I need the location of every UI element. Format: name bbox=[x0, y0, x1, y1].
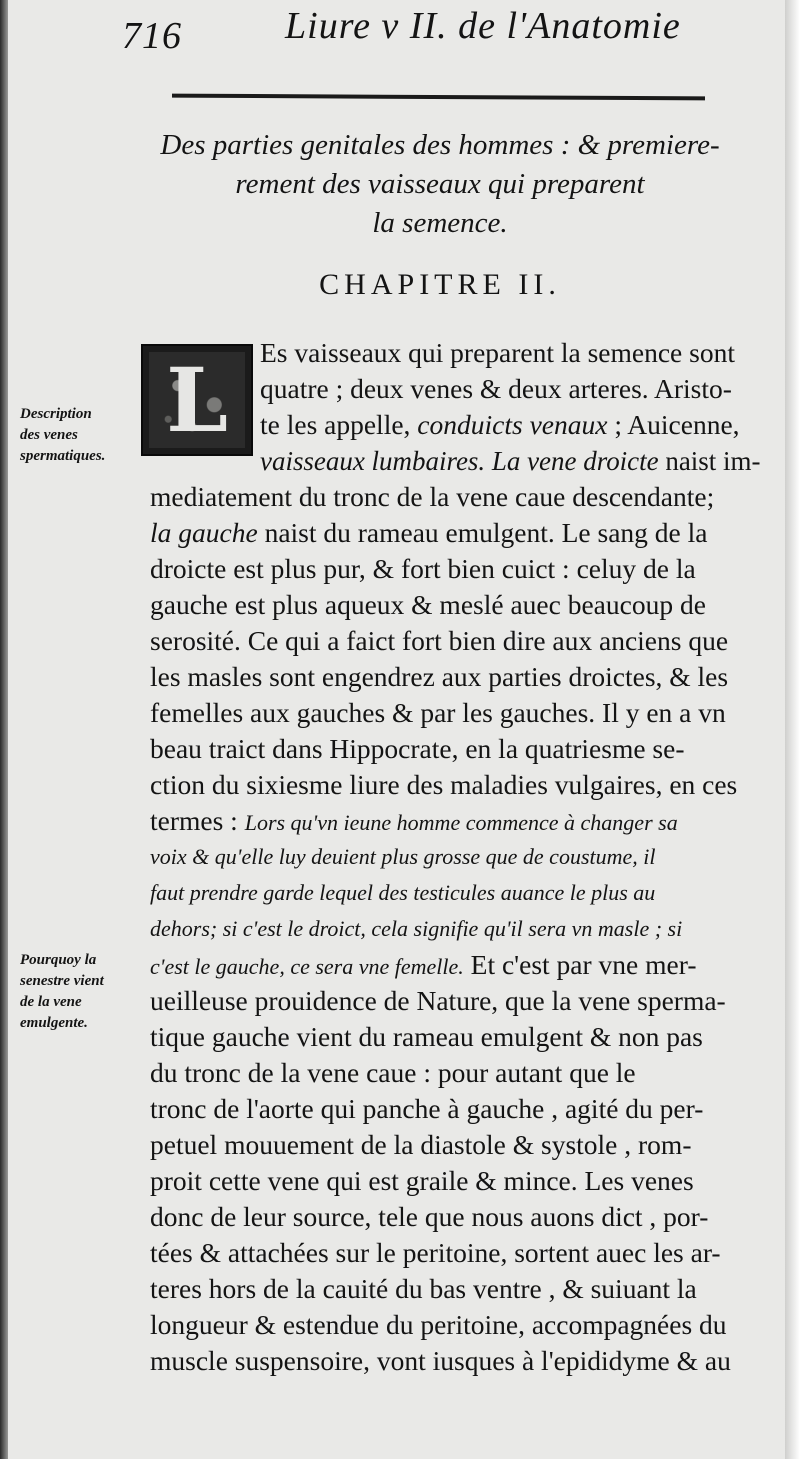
body-italic-text: vaisseaux lumbaires. La vene droicte bbox=[260, 445, 659, 476]
binding-shadow bbox=[0, 0, 8, 1459]
section-title bbox=[120, 126, 760, 243]
body-italic-text: faut prendre garde lequel des testicules auance le plus au bbox=[150, 880, 656, 905]
paper-edge bbox=[785, 0, 800, 1459]
body-line bbox=[150, 948, 696, 984]
drop-cap-letter: L bbox=[149, 352, 245, 448]
margin-note-line: des venes bbox=[20, 427, 78, 443]
body-line bbox=[150, 804, 678, 840]
margin-note-pourquoy bbox=[20, 950, 154, 1034]
body-line: droicte est plus pur, & fort bien cuict : celuy de la bbox=[150, 553, 696, 584]
body-line: proit cette vene qui est graile & mince. Les venes bbox=[150, 1165, 694, 1196]
margin-note-line: emulgente. bbox=[20, 1015, 88, 1031]
margin-note-line: Description bbox=[20, 406, 92, 422]
body-text: ; Auicenne, bbox=[607, 409, 740, 440]
body-text: naist im- bbox=[658, 445, 761, 476]
body-line bbox=[260, 408, 740, 442]
body-text: termes : bbox=[150, 805, 245, 836]
body-line: muscle suspensoire, vont iusques à l'epididyme & au bbox=[150, 1345, 731, 1376]
page-number: 716 bbox=[122, 15, 182, 57]
body-line bbox=[150, 912, 682, 946]
body-italic-text: conduicts venaux bbox=[417, 409, 608, 440]
body-italic-text: c'est le gauche, ce sera vne femelle. bbox=[150, 954, 464, 979]
body-line: ction du sixiesme liure des maladies vulgaires, en ces bbox=[150, 769, 738, 800]
body-line: serosité. Ce qui a faict fort bien dire aux anciens que bbox=[150, 625, 729, 656]
body-text: naist du rameau emulgent. Le sang de la bbox=[257, 517, 708, 548]
body-line: quatre ; deux venes & deux arteres. Aristo- bbox=[260, 373, 732, 404]
body-line: donc de leur source, tele que nous auons dict , por- bbox=[150, 1201, 709, 1232]
margin-note-line: de la vene bbox=[20, 994, 82, 1010]
body-line: femelles aux gauches & par les gauches. Il y en a vn bbox=[150, 697, 726, 728]
body-line bbox=[150, 840, 656, 874]
body-line: Es vaisseaux qui preparent la semence sont bbox=[260, 337, 735, 368]
margin-note-line: senestre vient bbox=[20, 973, 104, 989]
drop-cap-ornament bbox=[141, 344, 253, 456]
section-title-line: rement des vaisseaux qui preparent bbox=[235, 168, 645, 200]
body-line bbox=[150, 876, 655, 910]
body-line bbox=[150, 516, 707, 550]
body-line: du tronc de la vene caue : pour autant que le bbox=[150, 1057, 636, 1088]
body-italic-text: Lors qu'vn ieune homme commence à changer sa bbox=[244, 810, 678, 835]
body-line: les masles sont engendrez aux parties droictes, & les bbox=[150, 661, 729, 692]
body-italic-text: dehors; si c'est le droict, cela signifie qu'il sera vn masle ; si bbox=[150, 916, 683, 941]
body-line: tronc de l'aorte qui panche à gauche , agité du per- bbox=[150, 1093, 704, 1124]
body-italic-text: voix & qu'elle luy deuient plus grosse que de coustume, il bbox=[150, 844, 656, 869]
chapter-heading: CHAPITRE II. bbox=[319, 268, 561, 301]
body-line: mediatement du tronc de la vene caue descendante; bbox=[150, 481, 715, 512]
body-line: beau traict dans Hippocrate, en la quatriesme se- bbox=[150, 733, 685, 764]
margin-note-description bbox=[20, 404, 154, 467]
section-title-line: Des parties genitales des hommes : & premiere- bbox=[160, 129, 720, 161]
body-text: Et c'est par vne mer- bbox=[463, 949, 697, 980]
body-line: longueur & estendue du peritoine, accompagnées du bbox=[150, 1309, 727, 1340]
body-line: tique gauche vient du rameau emulgent & non pas bbox=[150, 1021, 703, 1052]
section-title-line: la semence. bbox=[372, 207, 508, 239]
body-line: petuel mouuement de la diastole & systole , rom- bbox=[150, 1129, 692, 1160]
running-head: Liure v II. de l'Anatomie bbox=[285, 5, 681, 47]
body-line: gauche est plus aqueux & meslé auec beaucoup de bbox=[150, 589, 706, 620]
body-italic-text: la gauche bbox=[150, 517, 258, 548]
body-line: tées & attachées sur le peritoine, sortent auec les ar- bbox=[150, 1237, 721, 1268]
body-line: ueilleuse prouidence de Nature, que la vene sperma- bbox=[150, 985, 726, 1016]
margin-note-line: Pourquoy la bbox=[20, 952, 97, 968]
body-line: teres hors de la cauité du bas ventre , & suiuant la bbox=[150, 1273, 697, 1304]
margin-note-line: spermatiques. bbox=[20, 448, 106, 464]
body-line bbox=[260, 444, 760, 478]
body-text: te les appelle, bbox=[260, 409, 418, 440]
